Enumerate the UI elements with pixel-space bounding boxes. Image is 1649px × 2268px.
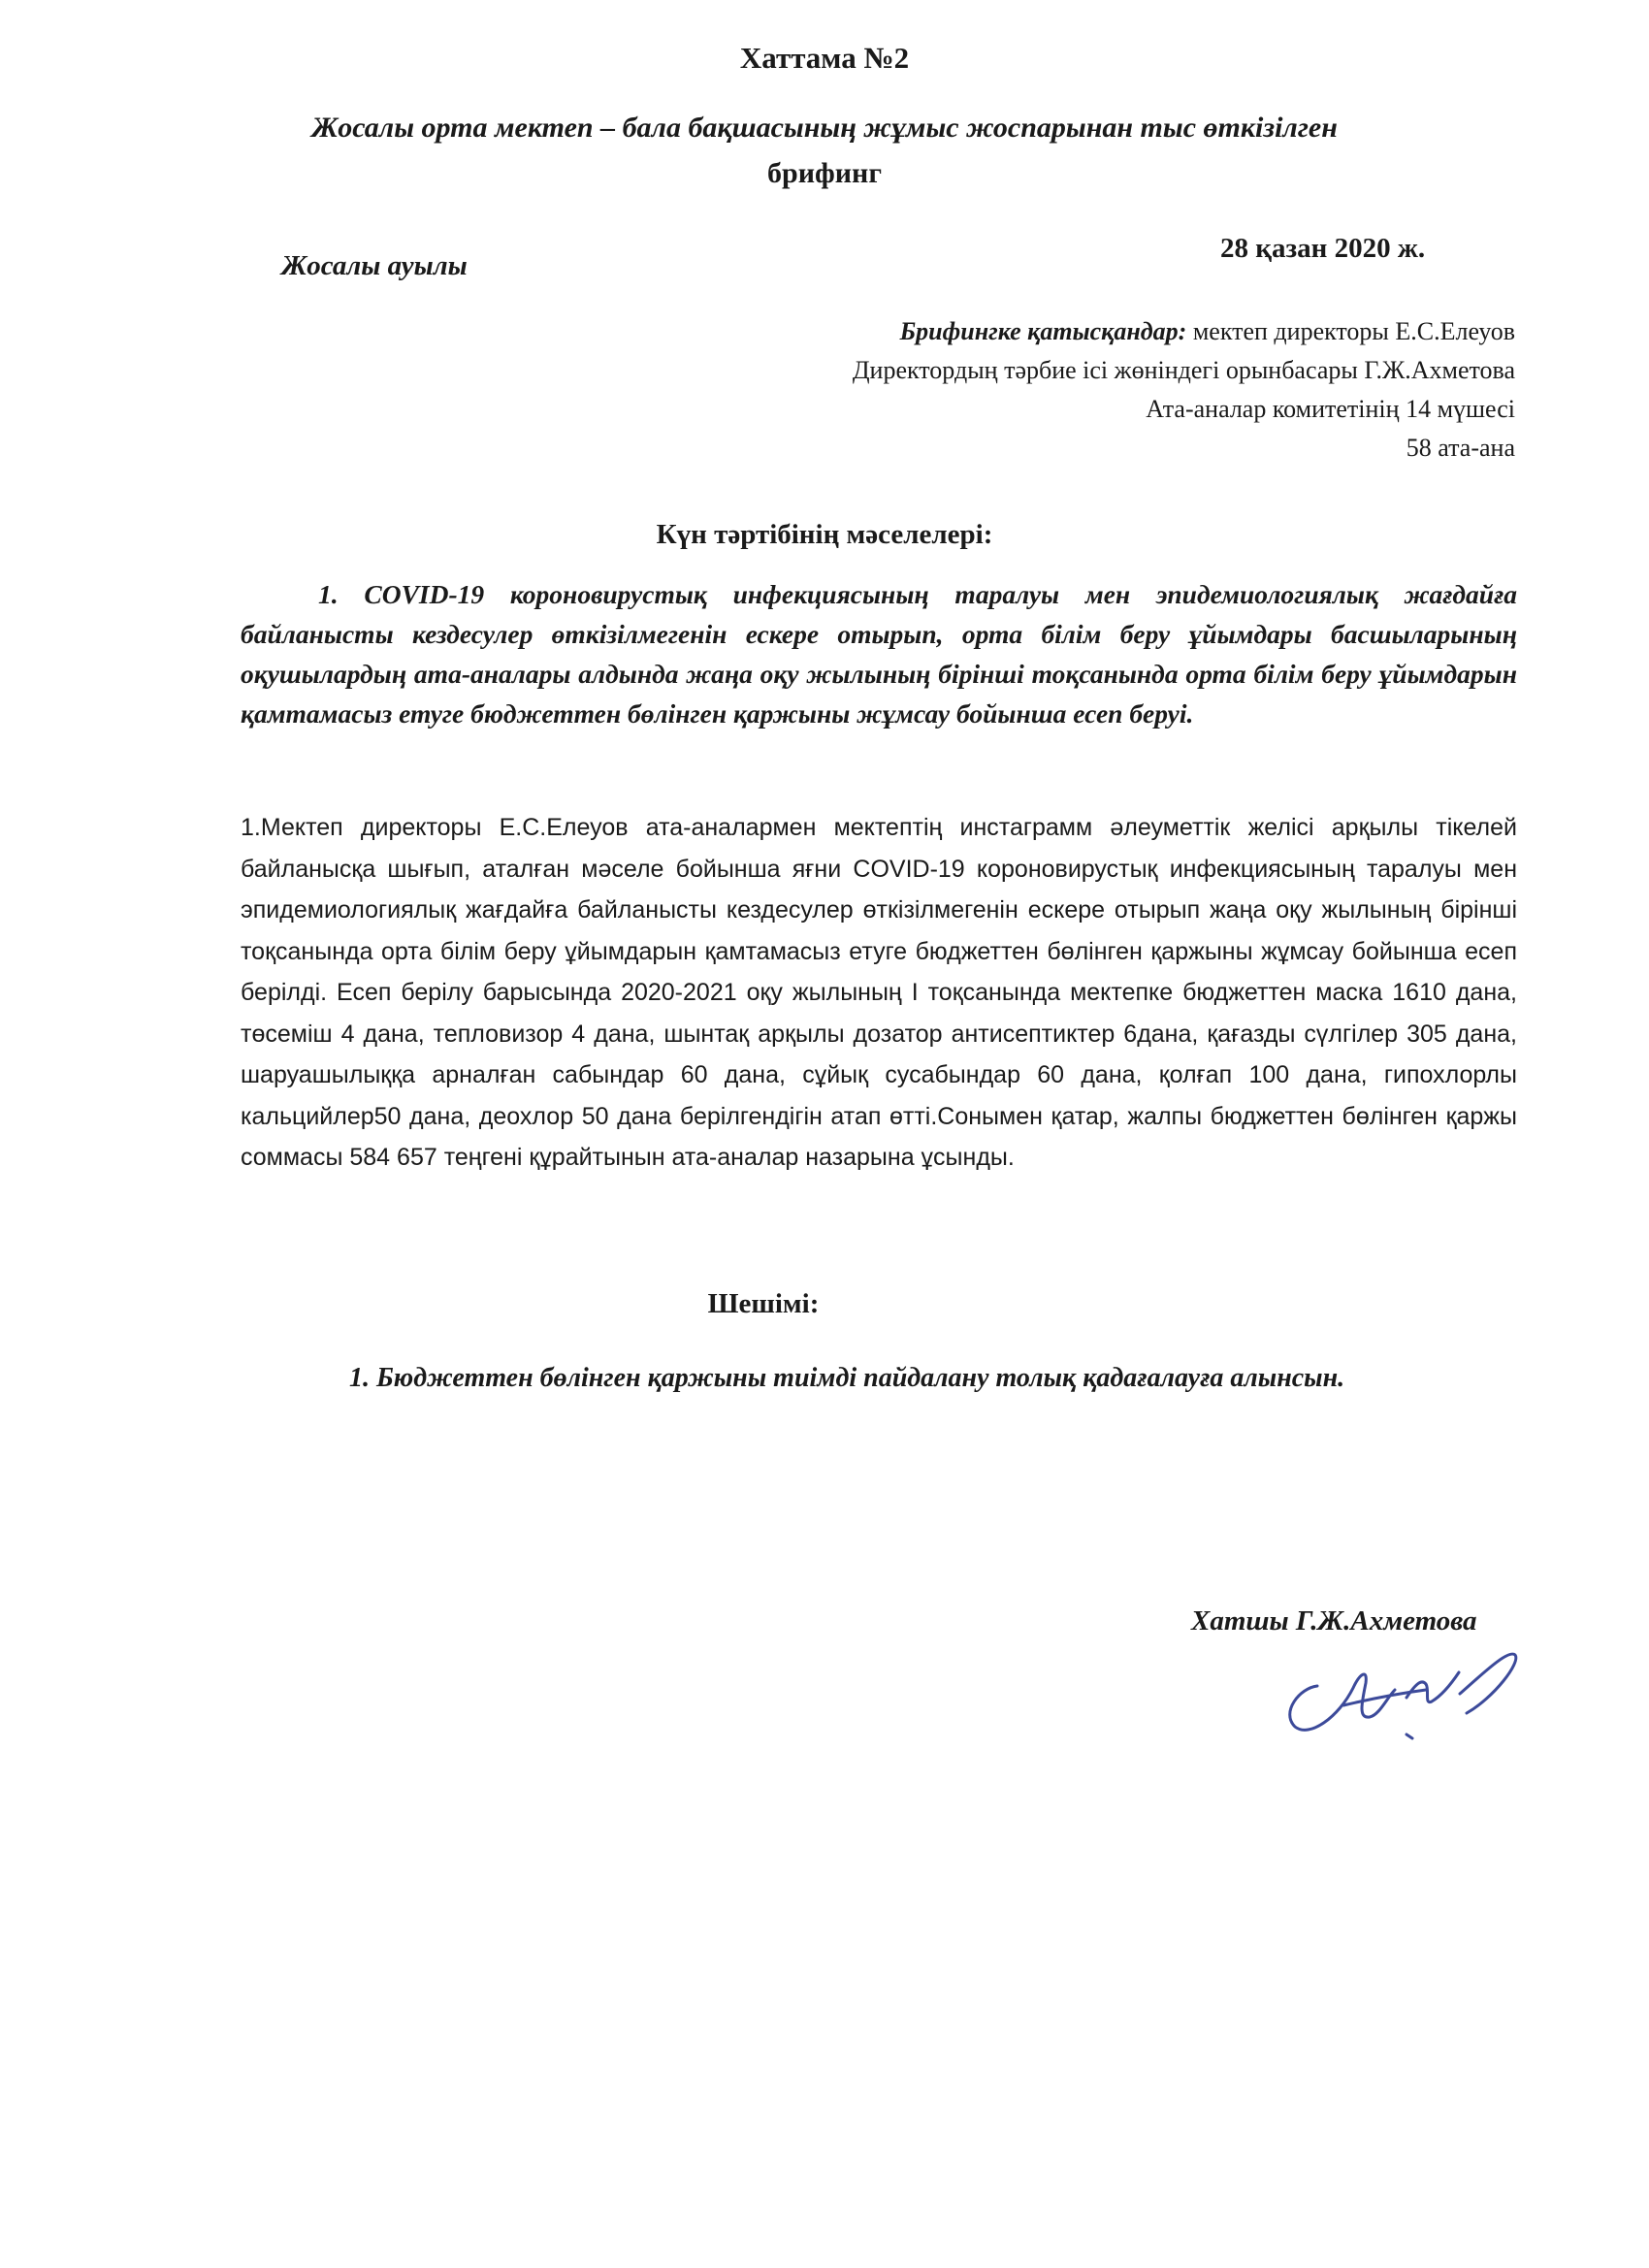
participants-label: Брифингке қатысқандар: (899, 317, 1187, 345)
agenda-heading: Күн тәртібінің мәселелері: (656, 519, 993, 550)
signature-icon (1261, 1630, 1552, 1746)
document-title: Хаттама №2 (739, 41, 910, 75)
meeting-date: 28 қазан 2020 ж. (1220, 233, 1426, 264)
decision-heading: Шешімі: (707, 1288, 820, 1319)
meeting-location: Жосалы ауылы (281, 250, 468, 281)
decision-item-1: 1. Бюджеттен бөлінген қаржыны тиімді пайдалану толық қадағалауға алынсын. (349, 1363, 1345, 1393)
document-subtitle (281, 105, 1368, 196)
participants-line-4: 58 ата-ана (1406, 434, 1515, 462)
participants-director: мектеп директоры Е.С.Елеуов (1186, 317, 1515, 345)
participants-line-2: Директордың тәрбие ісі жөніндегі орынбасары Г.Ж.Ахметова (852, 356, 1515, 384)
subtitle-line-1: Жосалы орта мектеп – бала бақшасының жұмыс жоспарынан тыс өткізілген (311, 112, 1338, 144)
agenda-item-1: 1. COVID-19 короновирустық инфекциясының таралуы мен эпидемиологиялық жағдайға байланысты кездесулер өткізілмегенін ескере отырып, орта білім беру ұйымдары басшыларының оқушылардың ата-аналары алдында жаңа оқу жылының бірінші тоқсанында орта білім беру ұйымдарын қамтамасыз етуге бюджеттен бөлінген қаржыны жұмсау бойынша есеп беруі. (241, 579, 1517, 729)
report-paragraph: 1.Мектеп директоры Е.С.Елеуов ата-аналармен мектептің инстаграмм әлеуметтік желісі арқылы тікелей байланысқа шығып, аталған мәселе бойынша яғни COVID-19 короновирустық инфекциясының таралуы мен эпидемиологиялық жағдайға байланысты кездесулер өткізілмегенін ескере отырып жаңа оқу жылының бірінші тоқсанында орта білім беру ұйымдарын қамтамасыз етуге бюджеттен бөлінген қаржыны жұмсау бойынша есеп берілді. Есеп берілу барысында 2020-2021 оқу жылының І тоқсанында мектепке бюджеттен маска 1610 дана, төсеміш 4 дана, тепловизор 4 дана, шынтақ арқылы дозатор антисептиктер 6дана, қағазды сүлгілер 305 дана, шаруашылыққа арналған сабындар 60 дана, сұйық сусабындар 60 дана, қолғап 100 дана, гипохлорлы кальцийлер50 дана, деохлор 50 дана берілгендігін атап өтті.Сонымен қатар, жалпы бюджеттен бөлінген қаржы соммасы 584 657 теңгені құрайтынын ата-аналар назарына ұсынды. (241, 814, 1517, 1171)
participants-block (853, 312, 1515, 468)
subtitle-line-2: брифинг (767, 157, 882, 189)
secretary-name: Хатшы Г.Ж.Ахметова (1191, 1605, 1477, 1636)
participants-line-3: Ата-аналар комитетінің 14 мүшесі (1146, 395, 1515, 423)
participants-line-1 (853, 312, 1515, 351)
